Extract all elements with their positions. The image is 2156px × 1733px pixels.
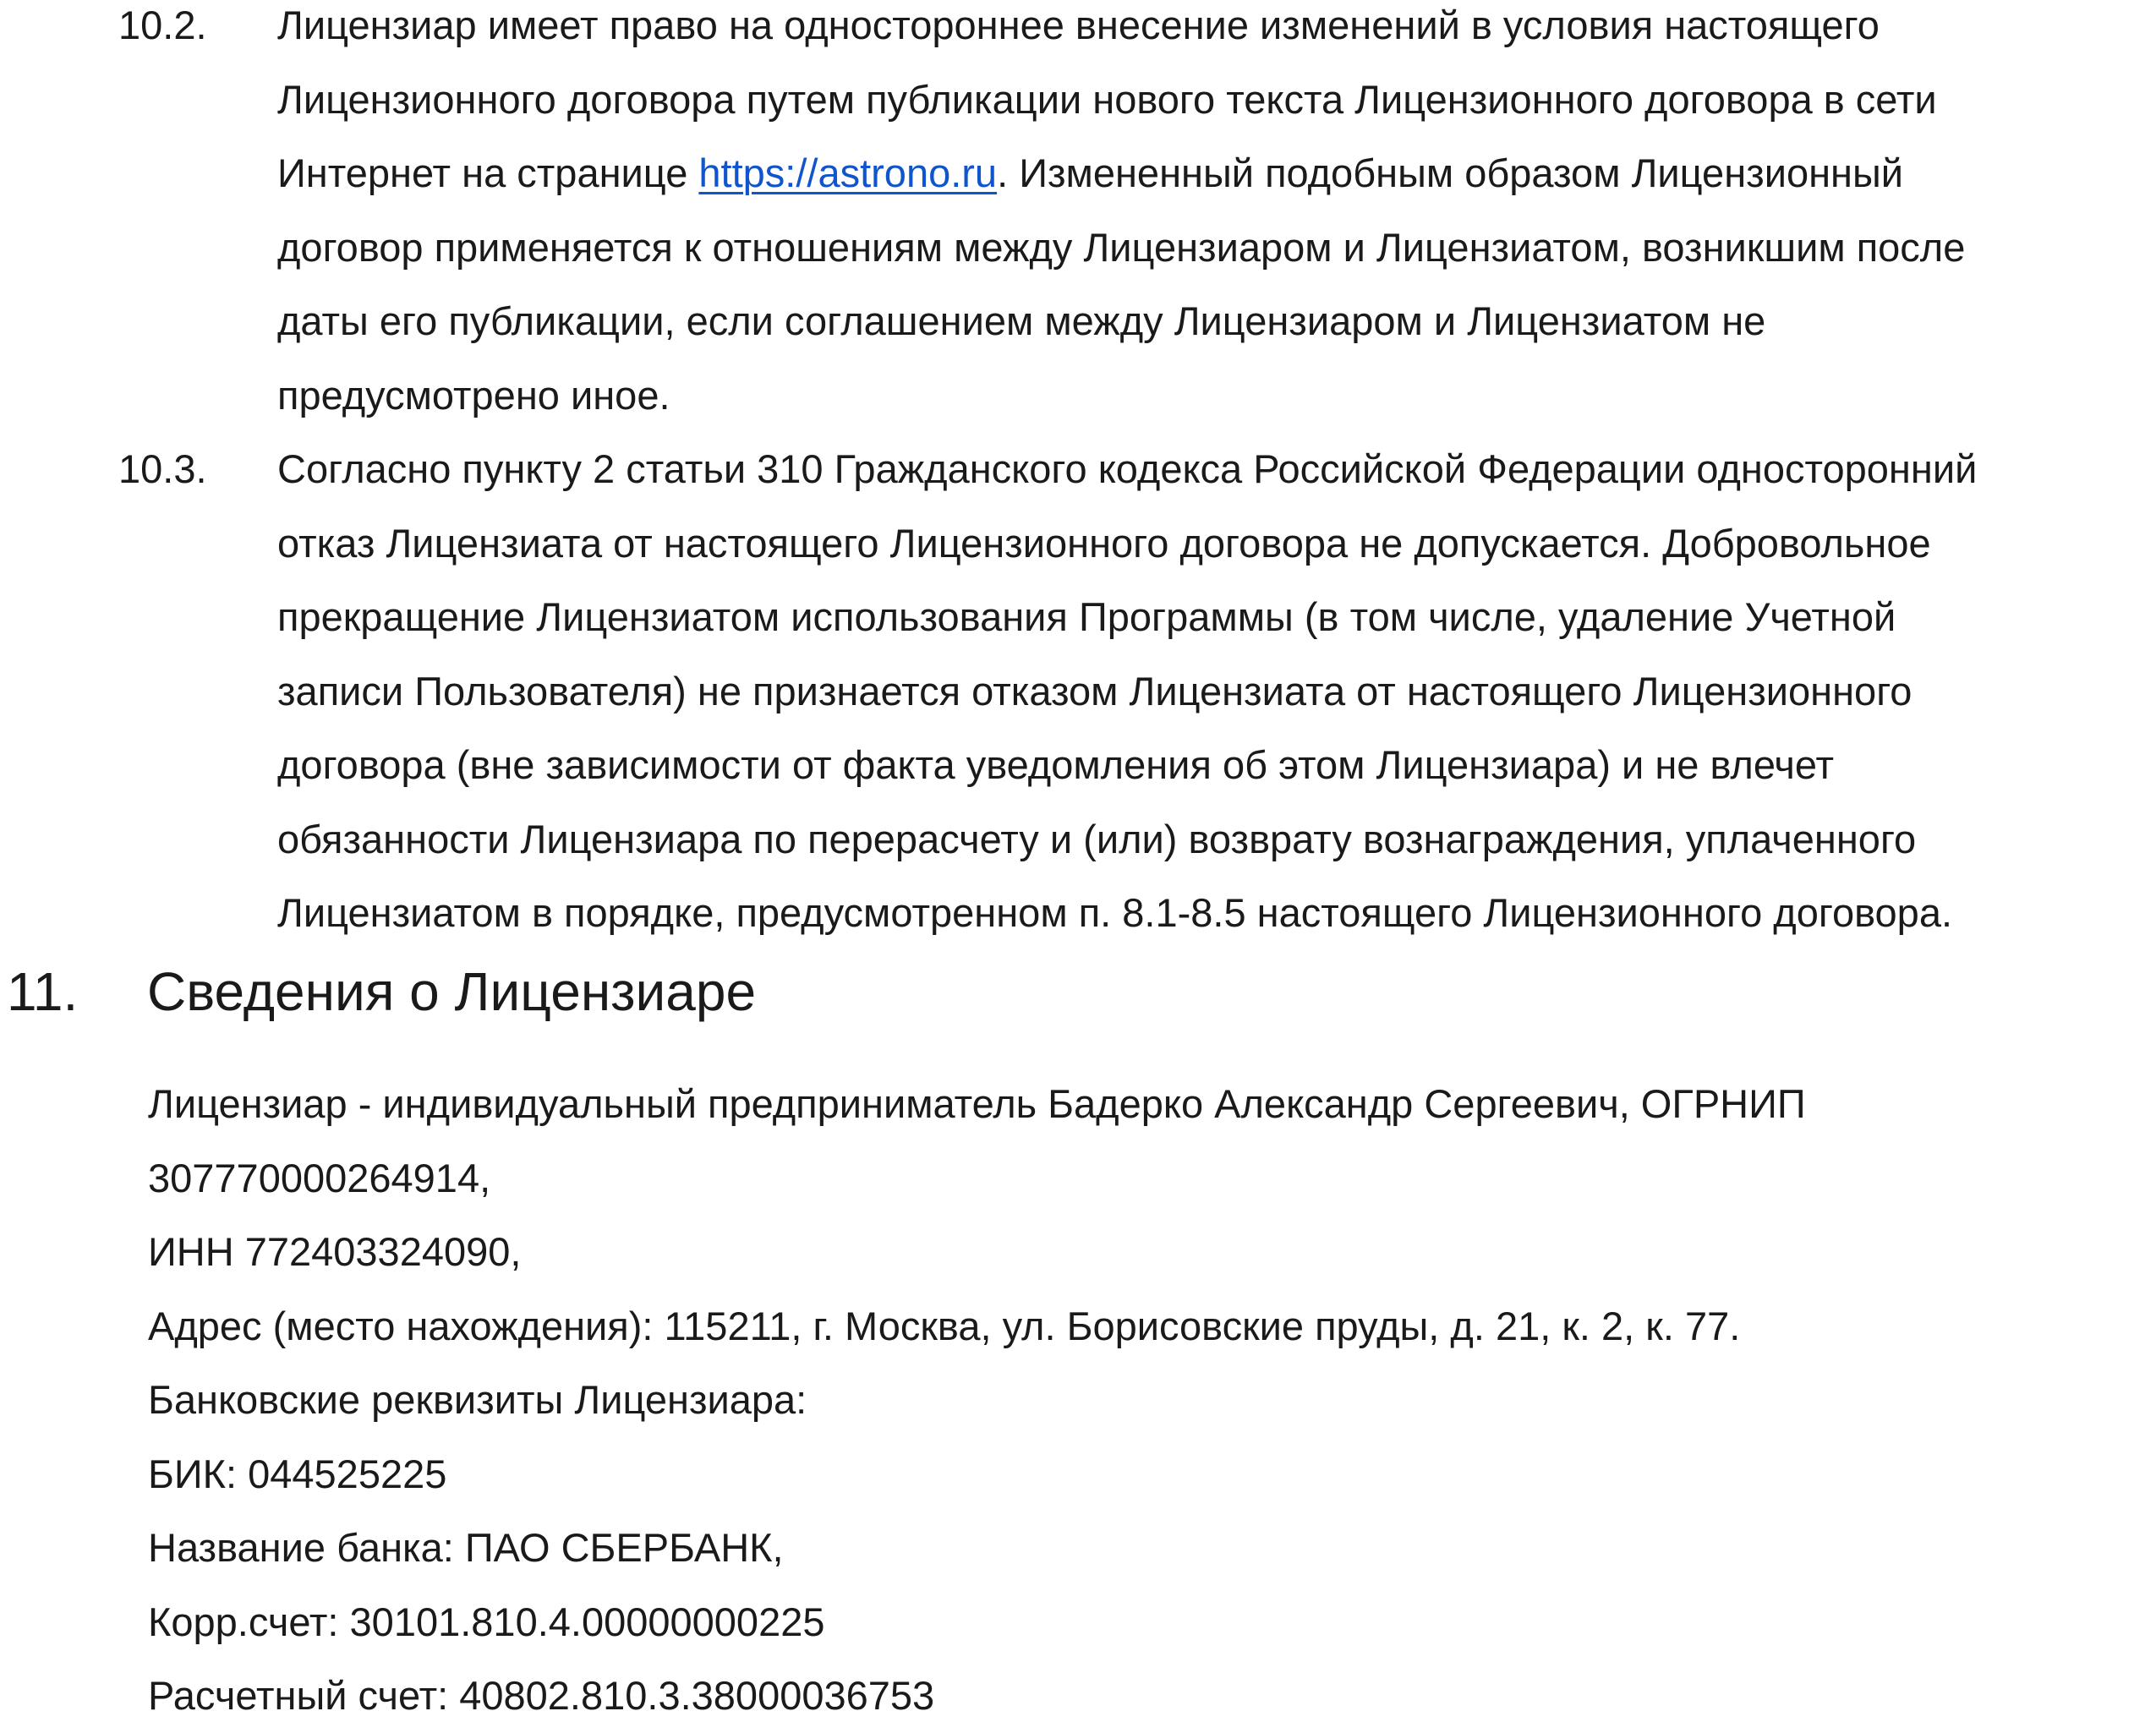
clause-line: Лицензиар имеет право на одностороннее внесение изменений в условия настоящего — [277, 3, 1880, 47]
clause-line: договора (вне зависимости от факта уведомления об этом Лицензиара) и не влечет — [277, 742, 1834, 787]
licensor-info-line: БИК: 044525225 — [148, 1451, 447, 1496]
clause-line: договор применяется к отношениям между Лицензиаром и Лицензиатом, возникшим после — [277, 224, 1966, 270]
clause-number: 10.2. — [118, 3, 207, 47]
section-heading — [0, 954, 2156, 1030]
clause-line: отказ Лицензиата от настоящего Лицензионного договора не допускается. Добровольное — [277, 520, 1931, 566]
licensor-info-line: Корр.счет: 30101.810.4.00000000225 — [148, 1599, 825, 1644]
licensor-info-line: 307770000264914, — [148, 1155, 491, 1200]
clause-line: обязанности Лицензиара по перерасчету и (или) возврату вознаграждения, уплаченного — [277, 816, 1917, 861]
clause-line-with-link — [277, 136, 1965, 210]
clause-line: Лицензиатом в порядке, предусмотренном п. 8.1-8.5 настоящего Лицензионного договора. — [277, 890, 1953, 935]
clause-body — [277, 432, 1977, 950]
clause-line: предусмотрено иное. — [277, 372, 670, 418]
clause-body — [277, 0, 1965, 432]
astrono-link[interactable]: https://astrono.ru — [698, 150, 998, 195]
clause-line: прекращение Лицензиатом использования Программы (в том числе, удаление Учетной — [277, 594, 1896, 639]
licensor-info — [148, 1067, 1806, 1733]
licensor-info-line: Название банка: ПАО СБЕРБАНК, — [148, 1525, 784, 1570]
licensor-info-line: Расчетный счет: 40802.810.3.38000036753 — [148, 1673, 935, 1718]
clause-line: Согласно пункту 2 статьи 310 Гражданского кодекса Российской Федерации односторонний — [277, 446, 1978, 491]
section-title: Сведения о Лицензиаре — [147, 961, 757, 1022]
licensor-info-line: ИНН 772403324090, — [148, 1229, 522, 1274]
clause-line: даты его публикации, если соглашением между Лицензиаром и Лицензиатом не — [277, 298, 1766, 343]
clause-line: записи Пользователя) не признается отказом Лицензиата от настоящего Лицензионного — [277, 668, 1912, 713]
section-number: 11. — [7, 961, 79, 1022]
clause-text-fragment: . Измененный подобным образом Лицензионный — [997, 150, 1904, 195]
licensor-info-line: Адрес (место нахождения): 115211, г. Москва, ул. Борисовские пруды, д. 21, к. 2, к. 77. — [148, 1303, 1741, 1348]
clause-text-fragment: Интернет на странице — [277, 150, 699, 195]
licensor-info-line: Банковские реквизиты Лицензиара: — [148, 1377, 807, 1422]
clause-line: Лицензионного договора путем публикации нового текста Лицензионного договора в сети — [277, 76, 1937, 122]
clause-number: 10.3. — [118, 446, 207, 491]
licensor-info-line: Лицензиар - индивидуальный предприниматель Бадерко Александр Сергеевич, ОГРНИП — [148, 1081, 1806, 1126]
